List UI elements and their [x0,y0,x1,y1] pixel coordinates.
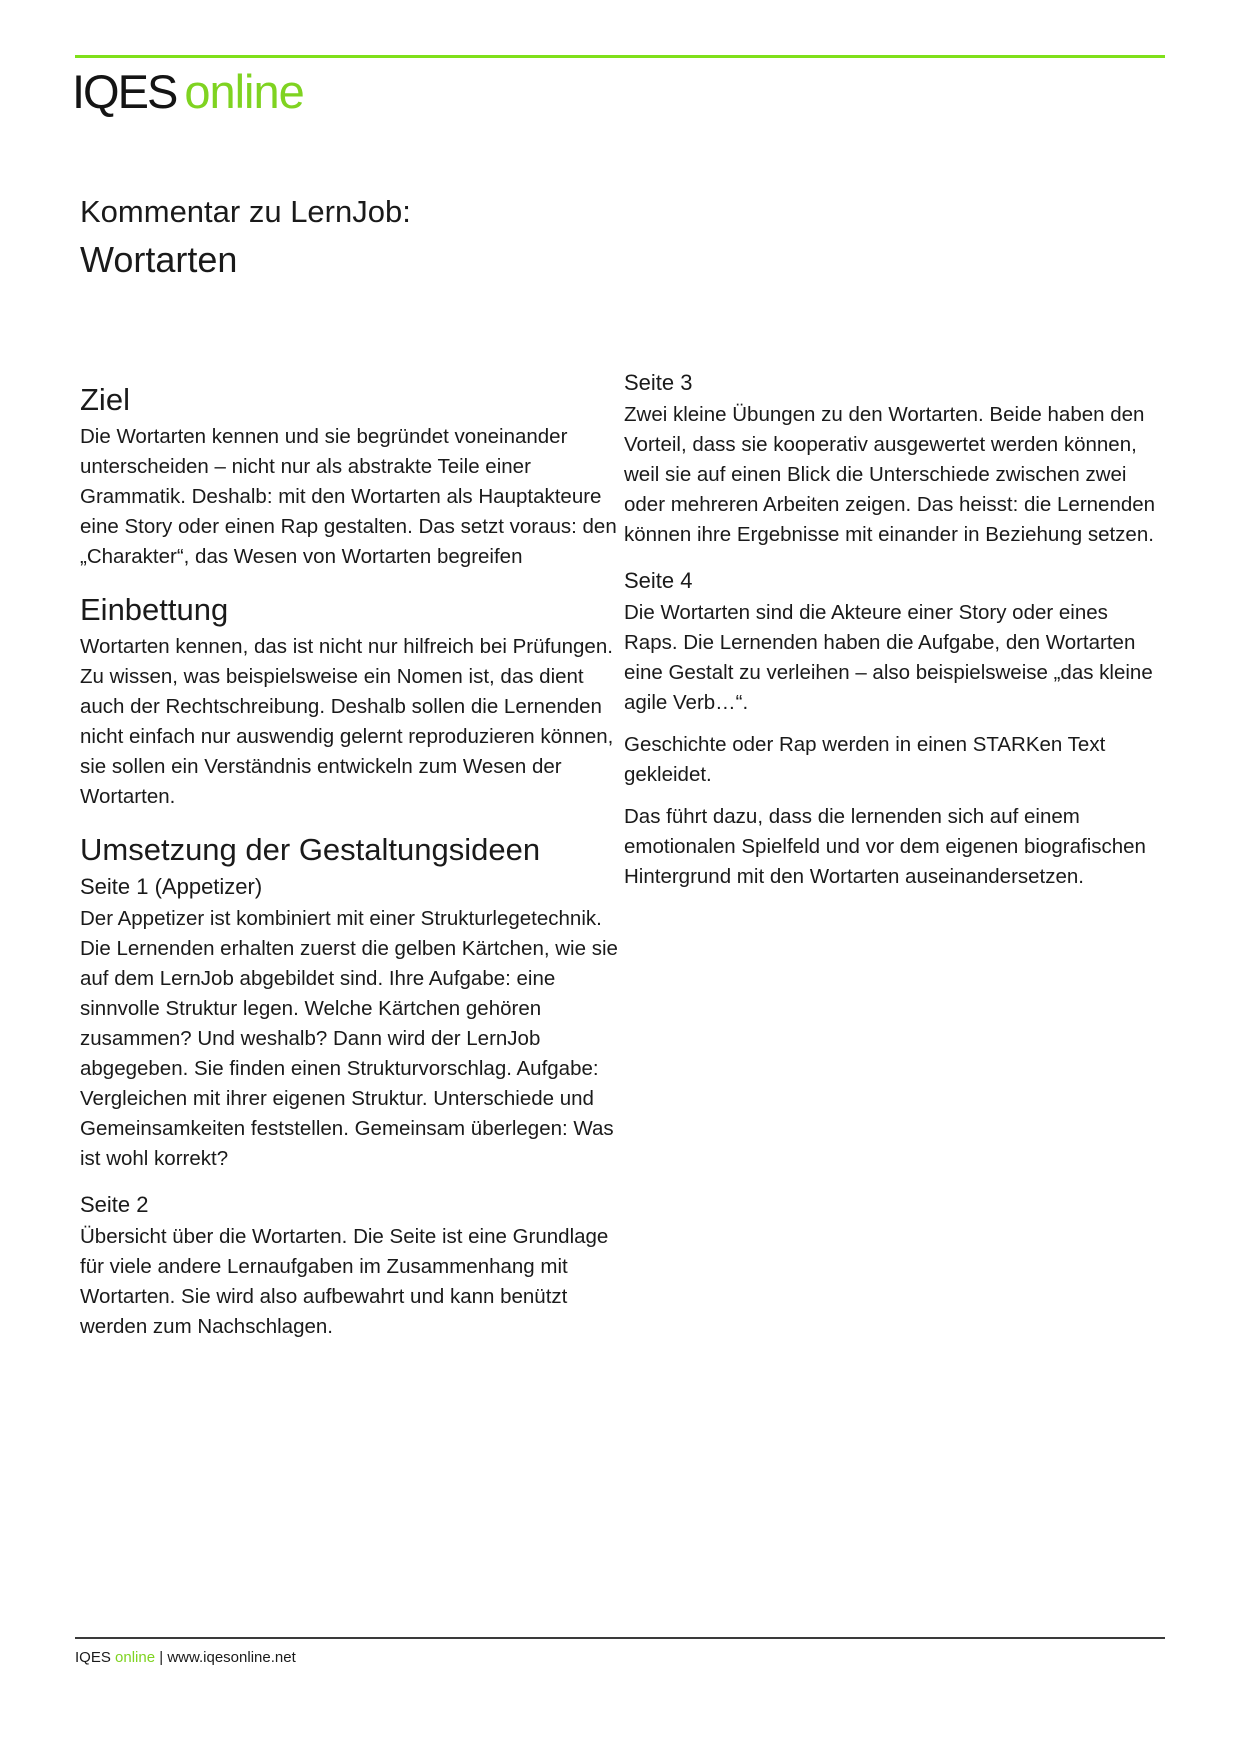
section-umsetzung [80,830,620,1342]
title-main: Wortarten [80,239,238,280]
section-einbettung [80,590,620,812]
subsection-seite-4 [624,566,1164,892]
logo-brand: IQES [72,65,177,118]
subsection-seite-2 [80,1190,620,1342]
section-ziel [80,380,620,572]
section-heading: Einbettung [80,592,229,627]
section-heading: Umsetzung der Gestaltungsideen [80,832,541,867]
title-prefix: Kommentar zu LernJob: [80,194,411,229]
subsection-text: Zwei kleine Übungen zu den Wortarten. Beide haben den Vorteil, dass sie kooperativ ausgewertet werden können, weil sie auf einen Blick die Unterschiede zwischen zwei oder mehreren Arbeiten zeigen. Das heisst: die Lernenden können ihre Ergebnisse mit einander in Beziehung setzen. [624,403,1156,546]
document-title [80,192,411,284]
logo [72,62,304,122]
footer-rule [75,1637,1165,1639]
subsection-text: Die Wortarten sind die Akteure einer Story oder eines Raps. Die Lernenden haben die Aufgabe, den Wortarten eine Gestalt zu verleihen – also beispielsweise „das kleine agile Verb…“. [624,601,1153,714]
footer-url[interactable]: www.iqesonline.net [167,1649,296,1666]
subsection-heading: Seite 1 (Appetizer) [80,874,263,899]
left-column [80,380,620,1360]
right-column [624,368,1164,908]
section-heading: Ziel [80,382,130,417]
logo-online: online [184,65,304,118]
subsection-seite-3 [624,368,1164,550]
footer [75,1648,296,1668]
header-rule [75,55,1165,58]
section-text: Wortarten kennen, das ist nicht nur hilfreich bei Prüfungen. Zu wissen, was beispielsweise ein Nomen ist, das dient auch der Rechtschreibung. Deshalb sollen die Lernenden nicht einfach nur auswendig gelernt reproduzieren können, sie sollen ein Verständnis entwickeln zum Wesen der Wortarten. [80,635,614,808]
subsection-text: Der Appetizer ist kombiniert mit einer Strukturlegetechnik. Die Lernenden erhalten zuerst die gelben Kärtchen, wie sie auf dem LernJob abgebildet sind. Ihre Aufgabe: eine sinnvolle Struktur legen. Welche Kärtchen gehören zusammen? Und weshalb? Dann wird der LernJob abgegeben. Sie finden einen Strukturvorschlag. Aufgabe: Vergleichen mit ihrer eigenen Struktur. Unterschiede und Gemeinsamkeiten feststellen. Gemeinsam überlegen: Was ist wohl korrekt? [80,907,618,1170]
subsection-heading: Seite 3 [624,370,693,395]
subsection-heading: Seite 2 [80,1192,149,1217]
subsection-text: Das führt dazu, dass die lernenden sich auf einem emotionalen Spielfeld und vor dem eigenen biografischen Hintergrund mit den Wortarten auseinandersetzen. [624,805,1146,888]
subsection-text: Übersicht über die Wortarten. Die Seite ist eine Grundlage für viele andere Lernaufgaben im Zusammenhang mit Wortarten. Sie wird also aufbewahrt und kann benützt werden zum Nachschlagen. [80,1225,609,1338]
footer-separator: | [159,1649,164,1666]
subsection-text: Geschichte oder Rap werden in einen STARKen Text gekleidet. [624,733,1106,786]
section-text: Die Wortarten kennen und sie begründet voneinander unterscheiden – nicht nur als abstrakte Teile einer Grammatik. Deshalb: mit den Wortarten als Hauptakteure eine Story oder einen Rap gestalten. Das setzt voraus: den „Charakter“, das Wesen von Wortarten begreifen [80,425,617,568]
footer-brand: IQES [75,1649,111,1666]
subsection-heading: Seite 4 [624,568,693,593]
subsection-seite-1 [80,872,620,1174]
footer-online: online [115,1649,156,1666]
